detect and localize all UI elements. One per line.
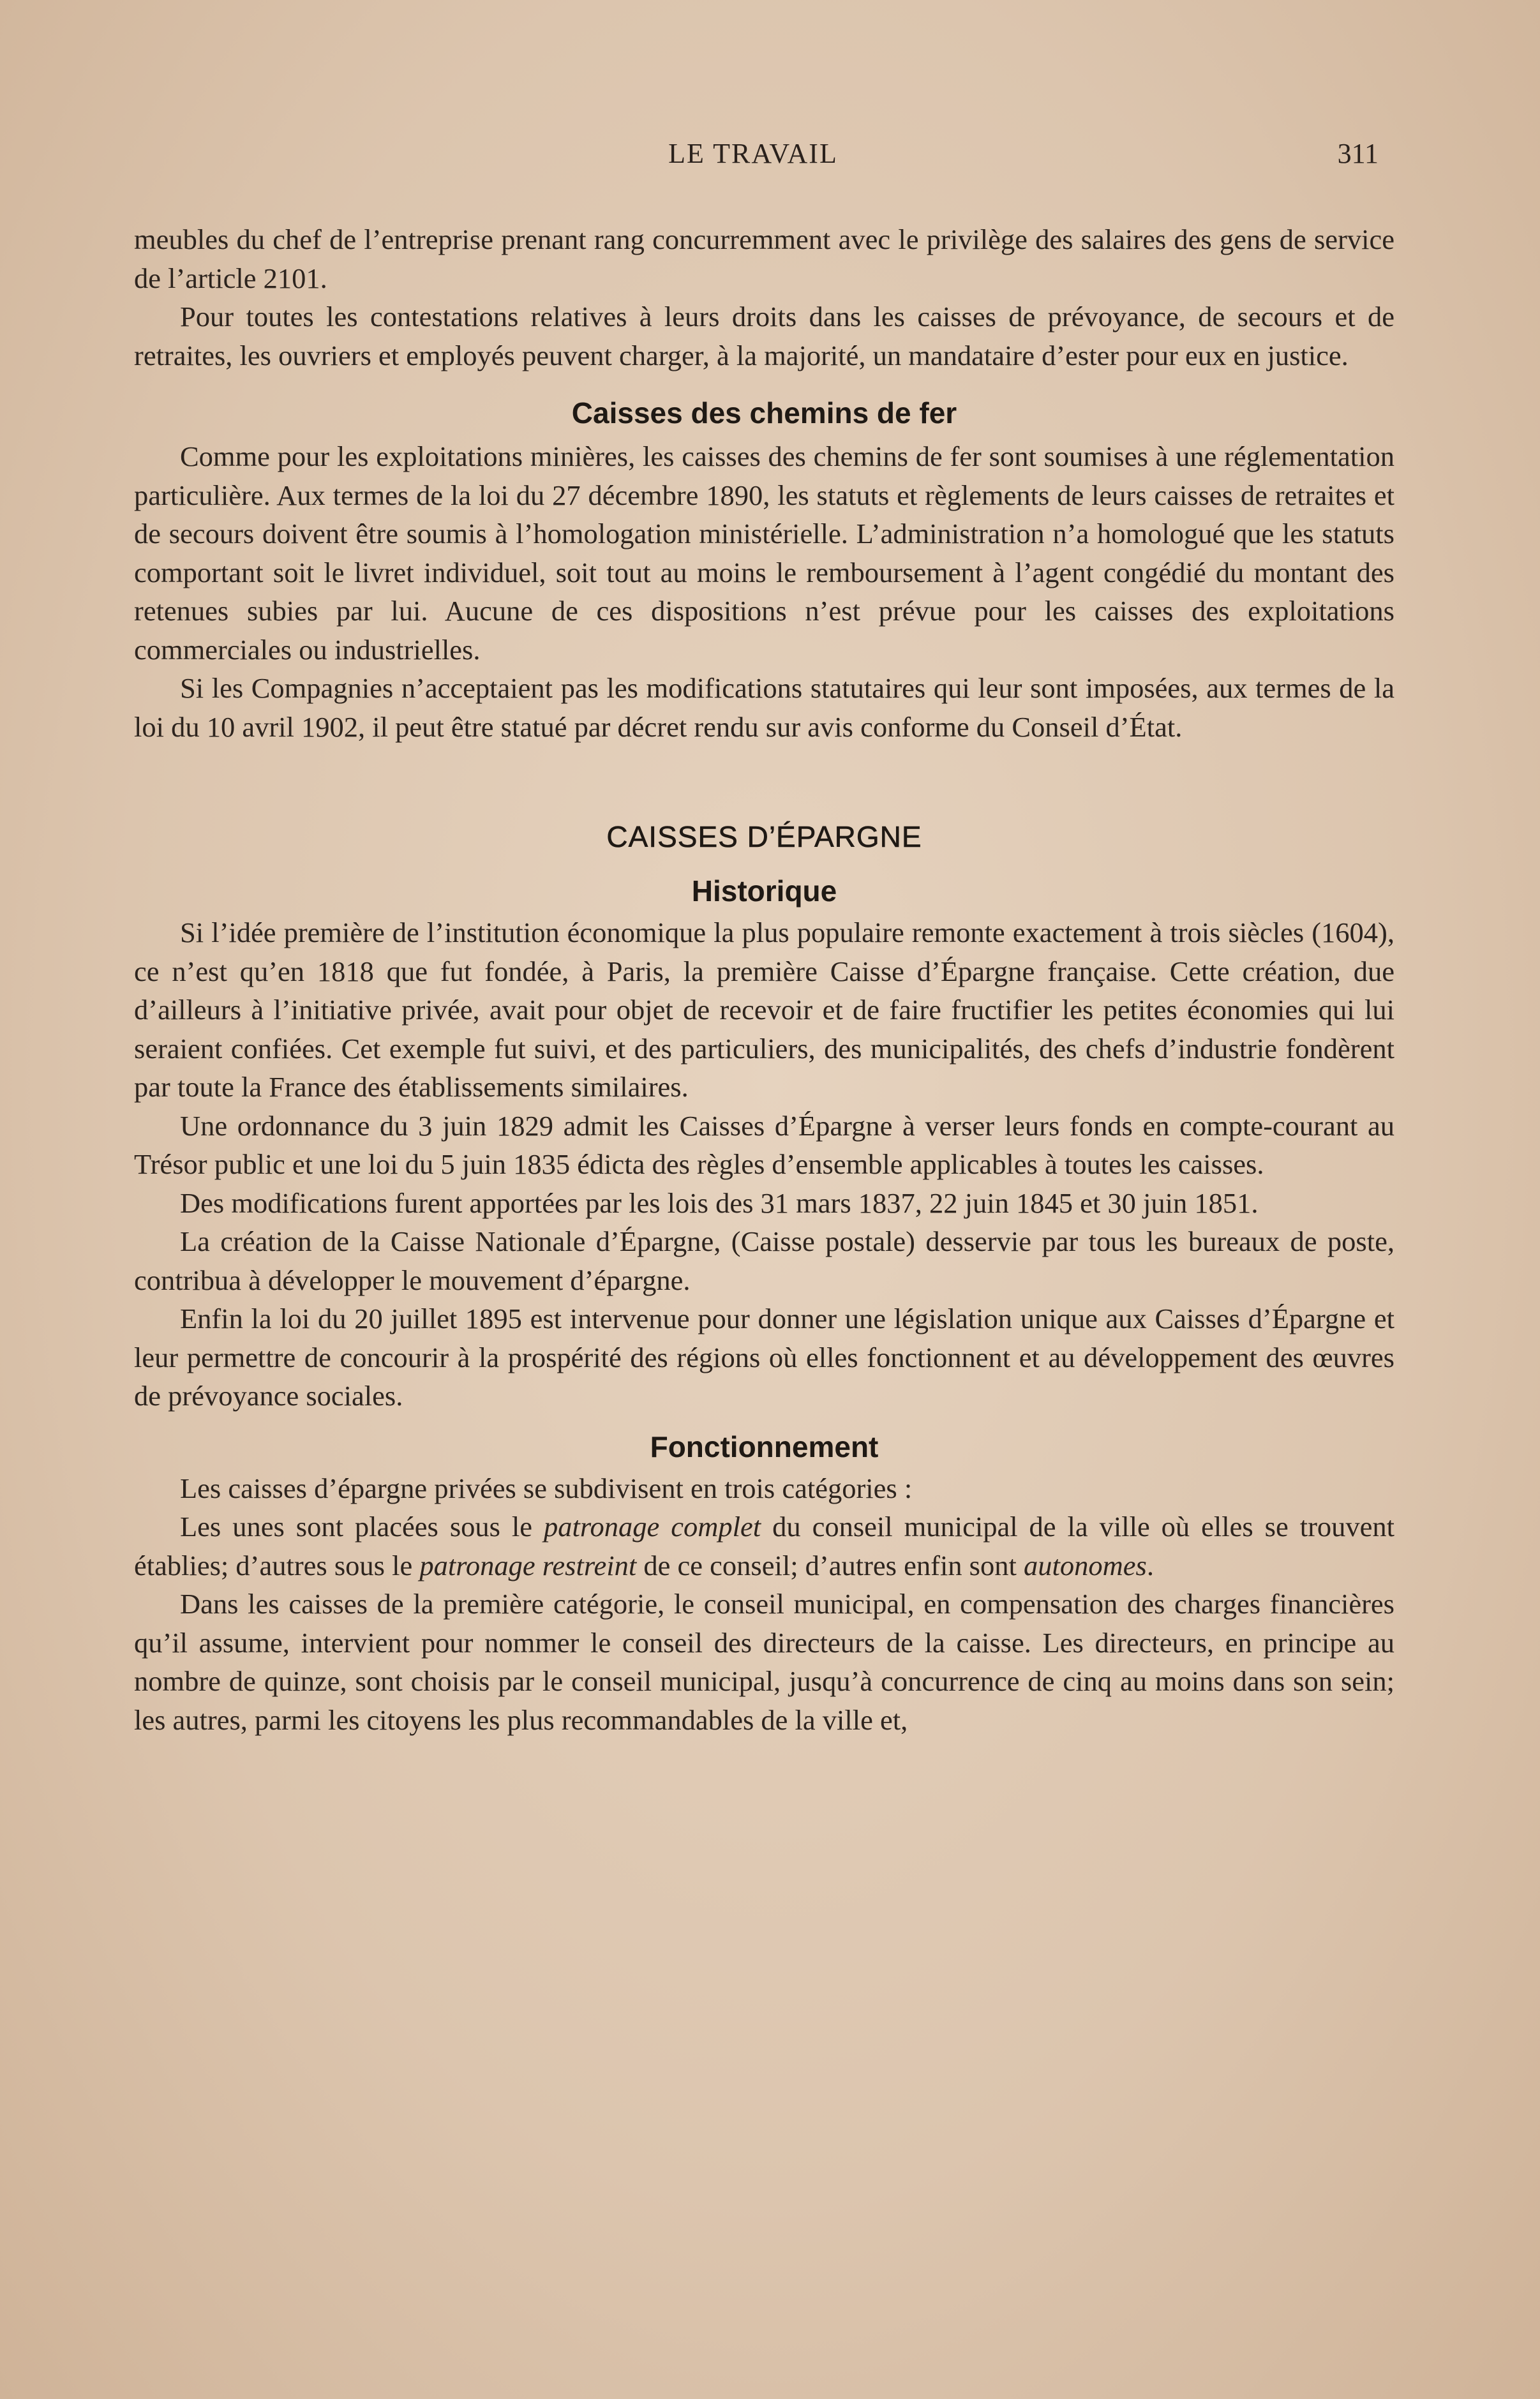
italic-term: autonomes	[1024, 1549, 1147, 1581]
paragraph: Comme pour les exploitations minières, les caisses des chemins de fer sont soumises à une réglementation particulière. Aux termes de la loi du 27 décembre 1890, les statuts et règlements de leurs caisses de retraites et de secours doivent être soumis à l’homologation ministérielle. L’administration n’a homologué que les statuts comportant soit le livret individuel, soit tout au moins le remboursement à l’agent congédié du montant des retenues subies par lui. Aucune de ces dispositions n’est prévue pour les caisses des exploitations commerciales ou industrielles.	[134, 440, 1394, 666]
body-text	[134, 220, 1394, 1739]
paragraph: Si les Compagnies n’acceptaient pas les modifications statutaires qui leur sont imposées, aux termes de la loi du 10 avril 1902, il peut être statué par décret rendu sur avis conforme du Conseil d’État.	[134, 672, 1394, 743]
paragraph: La création de la Caisse Nationale d’Épargne, (Caisse postale) desservie par tous les bureaux de poste, contribua à développer le mouvement d’épargne.	[134, 1225, 1394, 1296]
text-run: .	[1146, 1549, 1154, 1581]
page-number: 311	[1337, 138, 1379, 169]
paragraph: meubles du chef de l’entreprise prenant rang concurremment avec le privilège des salaires des gens de service de l’article 2101.	[134, 223, 1394, 294]
paragraph: Une ordonnance du 3 juin 1829 admit les Caisses d’Épargne à verser leurs fonds en compte-courant au Trésor public et une loi du 5 juin 1835 édicta des règles d’ensemble applicables à toutes les caisses.	[134, 1109, 1394, 1180]
running-title: LE TRAVAIL	[668, 138, 838, 169]
chapter-heading-epargne: CAISSES D’ÉPARGNE	[606, 820, 922, 853]
running-header	[128, 137, 1379, 176]
paragraph: Les caisses d’épargne privées se subdivisent en trois catégories :	[180, 1472, 913, 1504]
paragraph-patronage	[134, 1507, 1394, 1585]
text-run: du conseil municipal de la ville où elles se trouvent établies; d’autres sous le	[134, 1511, 1395, 1581]
italic-term: patronage restreint	[419, 1549, 637, 1581]
paragraph: Dans les caisses de la première catégorie, le conseil municipal, en compensation des charges financières qu’il assume, intervient pour nommer le conseil des directeurs de la caisse. Les directeurs, en principe au nombre de quinze, sont choisis par le conseil municipal, jusqu’à concurrence de cinq au moins dans son sein; les autres, parmi les citoyens les plus recommandables de la ville et,	[134, 1588, 1394, 1736]
italic-term: patronage complet	[544, 1511, 761, 1543]
paragraph: Des modifications furent apportées par les lois des 31 mars 1837, 22 juin 1845 et 30 juin 1851.	[180, 1186, 1259, 1219]
text-run: de ce conseil; d’autres enfin sont	[636, 1549, 1024, 1581]
text-run: Les unes sont placées sous le	[180, 1511, 544, 1543]
section-heading-fonctionnement: Fonctionnement	[650, 1430, 879, 1463]
paragraph: Si l’idée première de l’institution économique la plus populaire remonte exactement à trois siècles (1604), ce n’est qu’en 1818 que fut fondée, à Paris, la première Caisse d’Épargne française. Cette création, due d’ailleurs à l’initiative privée, avait pour objet de recevoir et de faire fructifier les petites économies qui lui seraient confiées. Cet exemple fut suivi, et des particuliers, des municipalités, des chefs d’industrie fondèrent par toute la France des établissements similaires.	[134, 916, 1394, 1103]
paragraph: Enfin la loi du 20 juillet 1895 est intervenue pour donner une législation unique aux Caisses d’Épargne et leur permettre de concourir à la prospérité des régions où elles fonctionnent et au développement des œuvres de prévoyance sociales.	[134, 1303, 1394, 1412]
section-heading-chemins: Caisses des chemins de fer	[571, 396, 957, 430]
section-heading-historique: Historique	[691, 874, 837, 908]
paragraph: Pour toutes les contestations relatives à leurs droits dans les caisses de prévoyance, de secours et de retraites, les ouvriers et employés peuvent charger, à la majorité, un mandataire d’ester pour eux en justice.	[134, 301, 1394, 371]
